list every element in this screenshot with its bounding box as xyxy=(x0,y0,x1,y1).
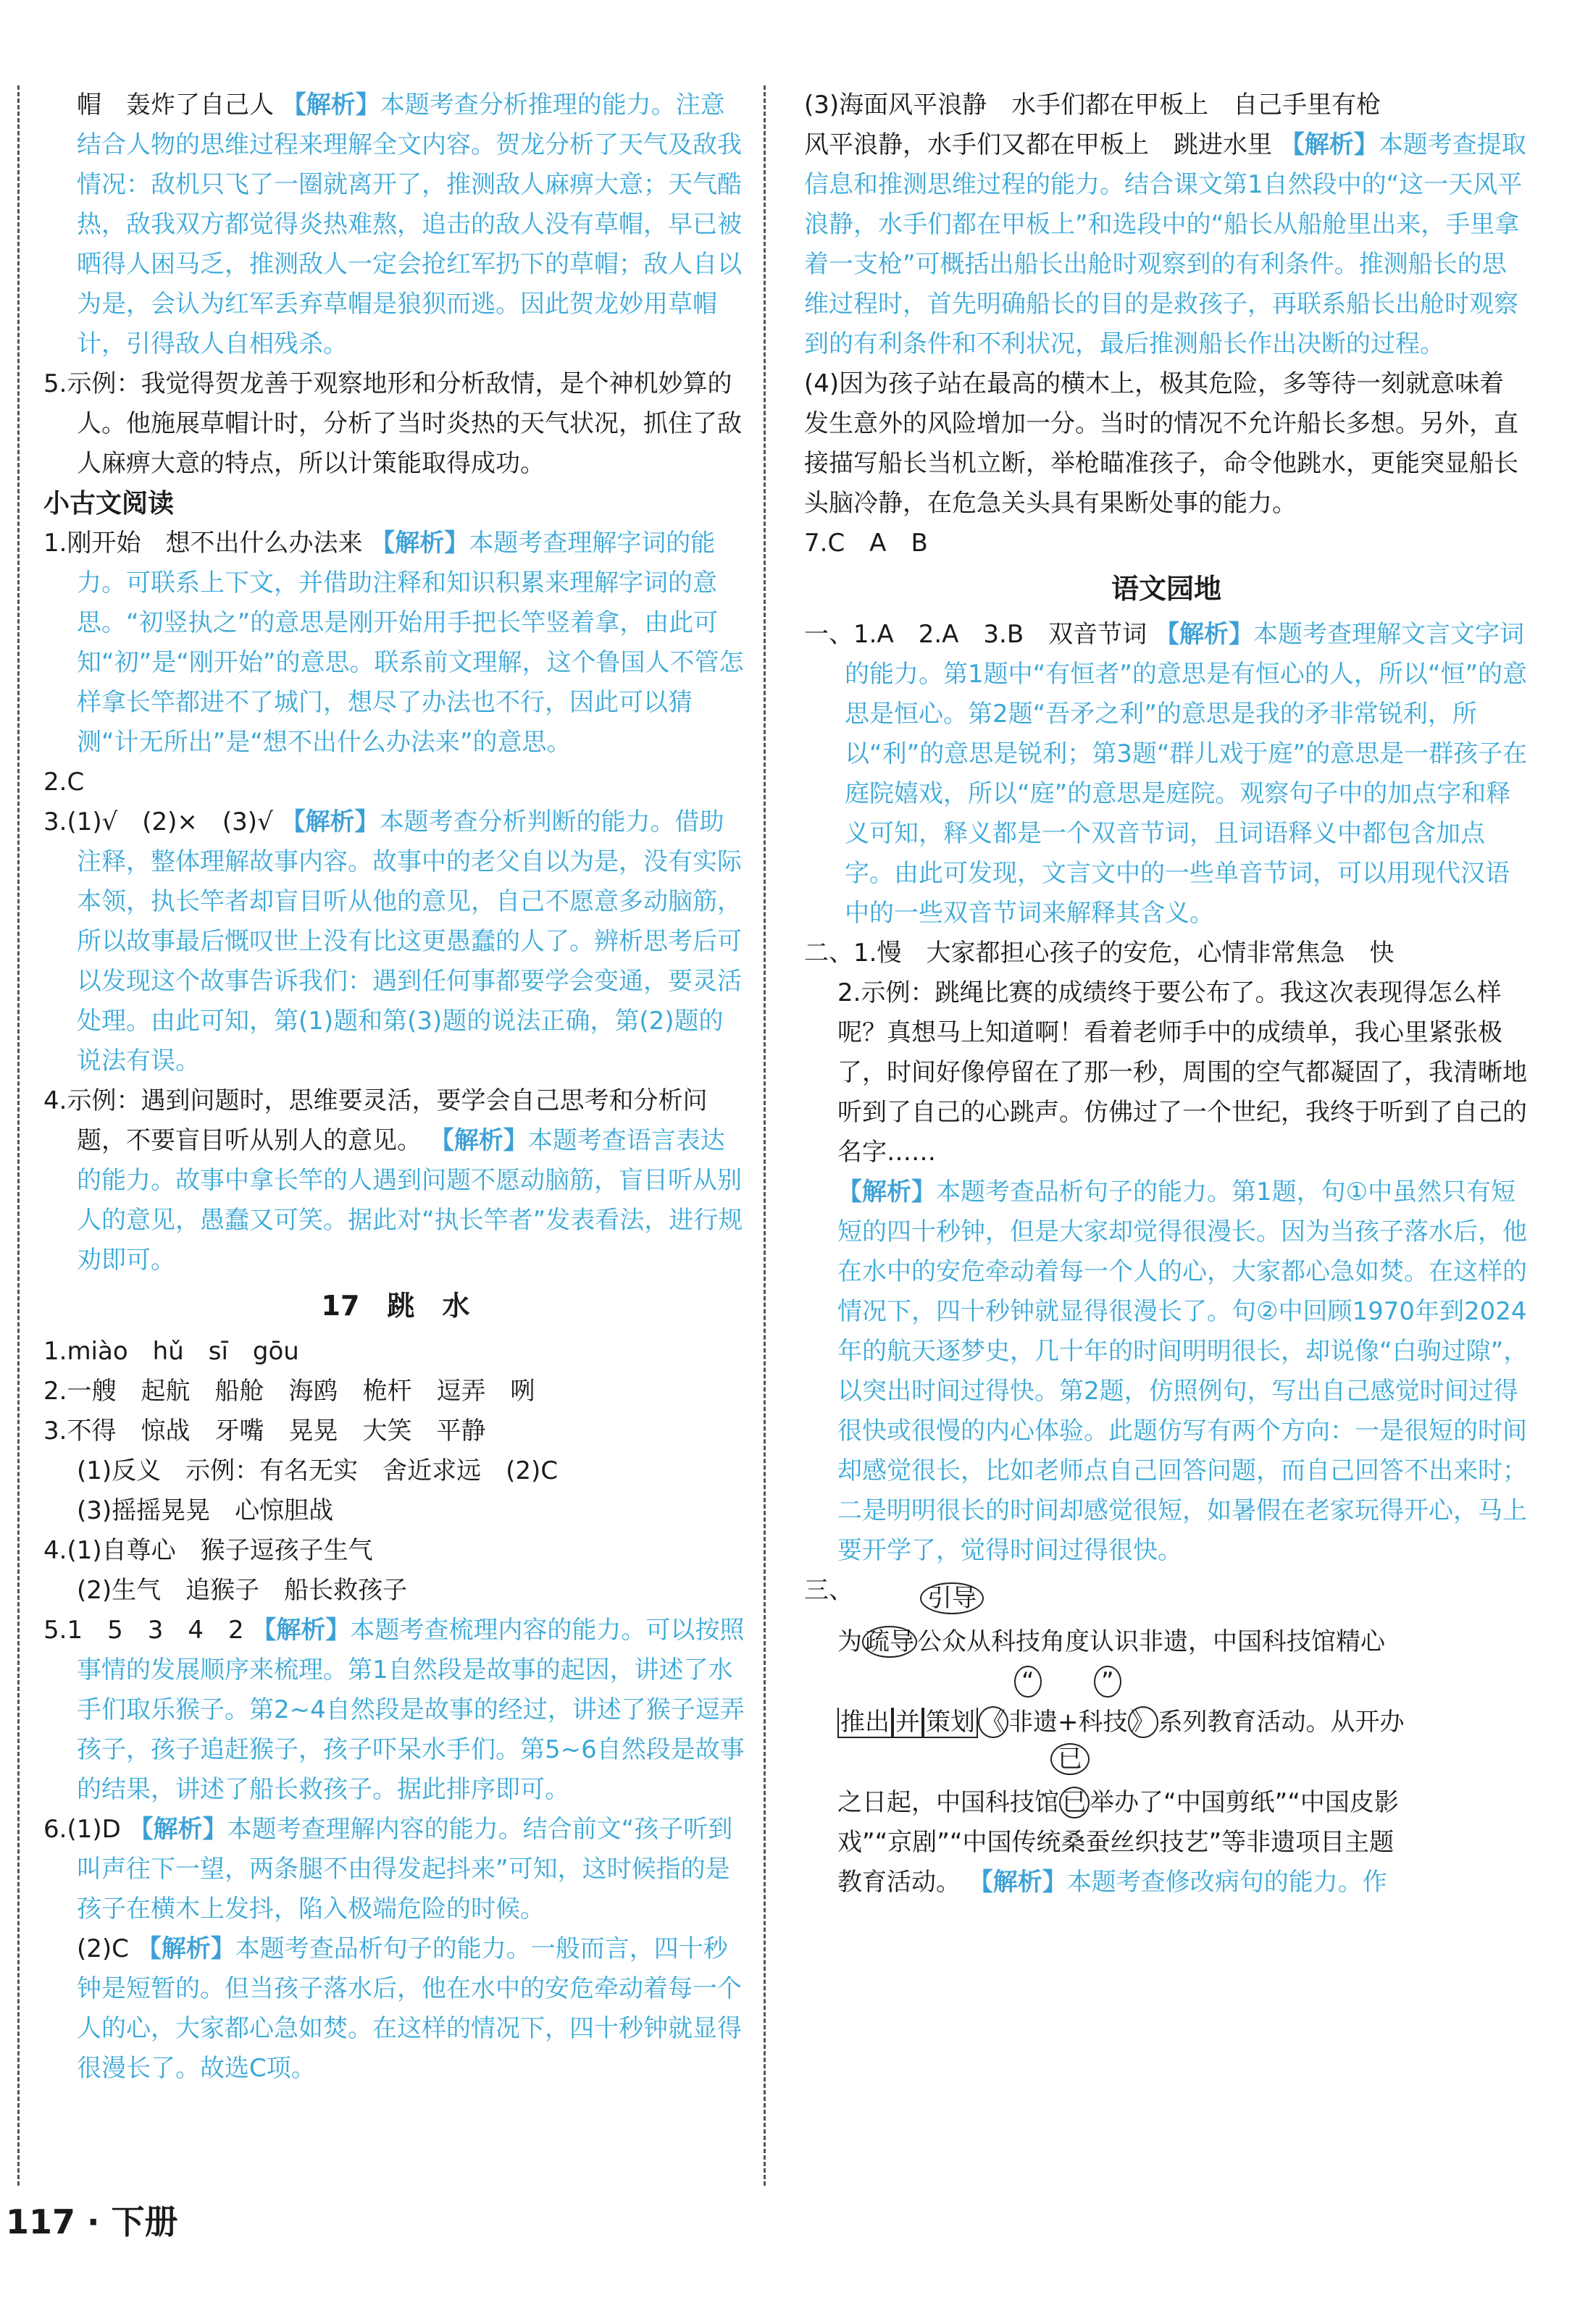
answer-item: 1.miào hǔ sī gōu xyxy=(43,1337,299,1366)
edited-sentence-line: 引导 为 疏导 公众从科技角度认识非遗，中国科技馆精心 xyxy=(804,1611,1529,1662)
analysis-tag: 【解析】 xyxy=(1279,130,1379,159)
edited-sentence-line: 已 之日起，中国科技馆 已 举办了“中国剪纸”“中国皮影 xyxy=(804,1771,1529,1823)
left-column xyxy=(43,85,748,2089)
answer-item: 2.示例：跳绳比赛的成绩终于要公布了。我这次表现得怎么样呢？真想马上知道啊！看着老师手中的成绩单，我心里紧张极了，时间好像停留在了那一秒，周围的空气都凝固了，我清晰地听到了自己的心跳声。仿佛过了一个世纪，我终于听到了自己的名字…… xyxy=(837,978,1527,1167)
answer-item: 5.示例：我觉得贺龙善于观察地形和分析敌情，是个神机妙算的人。他施展草帽计时，分析了当时炎热的天气状况，抓住了敌人麻痹大意的特点，所以计策能取得成功。 xyxy=(43,369,742,478)
edited-sentence-line: “ ” 推出 并 策划 《 非遗+科技 》 系列教育活动。从开办 xyxy=(804,1691,1529,1742)
answer-item: 1.刚开始 想不出什么办法来 【解析】本题考查理解字词的能力。可联系上下文，并借助注释和知识积累来理解字词的意思。“初竖执之”的意思是刚开始用手把长竿竖着拿，由此可知“初”是“刚开始”的意思。联系前文理解，这个鲁国人不管怎样拿长竿都进不了城门，想尽了办法也不行，因此可以猜测“计无所出”是“想不出什么办法来”的意思。 xyxy=(43,529,744,757)
answer-item: 6.(1)D 【解析】本题考查理解内容的能力。结合前文“孩子听到叫声往下一望，两条腿不由得发起抖来”可知，这时候指的是孩子在横木上发抖，陷入极端危险的时候。 xyxy=(43,1815,733,1924)
answer-item: 3.(1)√ (2)× (3)√ 【解析】本题考查分析判断的能力。借助注释，整体理解故事内容。故事中的老父自以为是，没有实际本领，执长竿者却盲目听从他的意见，自己不愿意多动脑筋，所以故事最后慨叹世上没有比这更愚蠢的人了。辨析思考后可以发现这个故事告诉我们：遇到任何事都要学会变通，要灵活处理。由此可知，第(1)题和第(3)题的说法正确，第(2)题的说法有误。 xyxy=(43,807,742,1075)
analysis-tag: 【解析】 xyxy=(370,529,469,558)
answer-item: 一、1.A 2.A 3.B 双音节词 【解析】本题考查理解文言文字词的能力。第1题中“有恒者”的意思是有恒心的人，所以“恒”的意思是恒心。第2题“吾矛之利”的意思是我的矛非常锐利，所以“利”的意思是锐利；第3题“群儿戏于庭”的意思是一群孩子在庭院嬉戏，所以“庭”的意思是庭院。观察句子中的加点字和释义可知，释义都是一个双音节词，且词语释义中都包含加点字。由此可发现，文言文中的一些单音节词，可以用现代汉语中的一些双音节词来解释其含义。 xyxy=(804,620,1528,928)
analysis-tag: 【解析】 xyxy=(968,1868,1067,1897)
right-column xyxy=(804,85,1529,1903)
answer-item: 帽 轰炸了自己人 【解析】本题考查分析推理的能力。注意结合人物的思维过程来理解全文内容。贺龙分析了天气及敌我情况：敌机只飞了一圈就离开了，推测敌人麻痹大意；天气酷热，敌我双方都觉得炎热难熬，追击的敌人没有草帽，早已被晒得人困马乏，推测敌人一定会抢红军扔下的草帽；敌人自以为是，会认为红军丢弃草帽是狼狈而逃。因此贺龙妙用草帽计，引得敌人自相残杀。 xyxy=(77,91,742,358)
deleted-word: 并 xyxy=(892,1708,923,1738)
answer-item: (3)摇摇晃晃 心惊胆战 xyxy=(77,1496,334,1525)
lesson-title: 17 跳 水 xyxy=(321,1290,470,1322)
answer-item: 4.(1)自尊心 猴子逗孩子生气 xyxy=(43,1536,373,1565)
answer-item: 二、1.慢 大家都担心孩子的安危，心情非常焦急 快 xyxy=(804,939,1395,968)
analysis-tag: 【解析】 xyxy=(1154,620,1253,649)
answer-item: 【解析】本题考查品析句子的能力。第1题，句①中虽然只有短短的四十秒钟，但是大家却觉得很漫长。因为当孩子落水后，他在水中的安危牵动着每一个人的心，大家都心急如焚。在这样的情况下，四十秒钟就显得很漫长了。句②中回顾1970年到2024年的航天逐梦史，几十年的时间明明很长，却说像“白驹过隙”，以突出时间过得快。第2题，仿照例句，写出自己感觉时间过得很快或很慢的内心体验。此题仿写有两个方向：一是很短的时间却感觉很长，比如老师点自己回答问题，而自己回答不出来时；二是明明很长的时间却感觉很短，如暑假在老家玩得开心，马上要开学了，觉得时间过得很快。 xyxy=(837,1178,1529,1565)
circled-word: 已 xyxy=(1059,1787,1090,1818)
circled-mark: 《 xyxy=(978,1706,1008,1738)
section-label: 三、 xyxy=(804,1576,853,1605)
page-footer: 117 · 下册 xyxy=(6,2202,178,2241)
circled-word: 疏导 xyxy=(862,1626,917,1658)
answer-item: 2.一艘 起航 船舱 海鸥 桅杆 逗弄 咧 xyxy=(43,1377,535,1406)
answer-item: 2.C xyxy=(43,768,85,797)
analysis-tag: 【解析】 xyxy=(251,1616,351,1645)
insertion-mark: 已 xyxy=(1050,1740,1090,1779)
answer-item: (1)反义 示例：有名无实 舍近求远 (2)C xyxy=(77,1456,559,1485)
answer-item: 4.示例：遇到问题时，思维要灵活，要学会自己思考和分析问题，不要盲目听从别人的意见。 【解析】本题考查语言表达的能力。故事中拿长竿的人遇到问题不愿动脑筋，盲目听从别人的意见，愚蠢又可笑。据此对“执长竿者”发表看法，进行规劝即可。 xyxy=(43,1086,743,1275)
analysis-tag: 【解析】 xyxy=(128,1815,227,1844)
insertion-mark: 引导 xyxy=(920,1579,984,1619)
insertion-mark: “ xyxy=(1014,1662,1042,1702)
answer-item: 5.1 5 3 4 2 【解析】本题考查梳理内容的能力。可以按照事情的发展顺序来梳理。第1自然段是故事的起因，讲述了水手们取乐猴子。第2~4自然段是故事的经过，讲述了猴子逗弄孩子，孩子追赶猴子，孩子吓呆水手们。第5~6自然段是故事的结果，讲述了船长救孩子。据此排序即可。 xyxy=(43,1616,745,1804)
answer-item: 教育活动。 【解析】本题考查修改病句的能力。作 xyxy=(837,1868,1387,1897)
edited-sentence-line: 戏”“京剧”“中国传统桑蚕丝织技艺”等非遗项目主题 xyxy=(837,1828,1395,1857)
deleted-word: 推出 xyxy=(837,1708,892,1738)
section-heading: 语文园地 xyxy=(1111,573,1221,605)
analysis-tag: 【解析】 xyxy=(429,1126,528,1155)
analysis-tag: 【解析】 xyxy=(136,1934,235,1963)
circled-mark: 》 xyxy=(1128,1706,1158,1738)
insertion-mark: ” xyxy=(1094,1662,1121,1702)
answer-item: (3)海面风平浪静 水手们都在甲板上 自己手里有枪 xyxy=(804,91,1381,119)
answer-item: 7.C A B xyxy=(804,529,928,558)
left-margin-dashed-line xyxy=(17,85,20,2186)
answer-item: 风平浪静，水手们又都在甲板上 跳进水里 【解析】本题考查提取信息和推测思维过程的能力。结合课文第1自然段中的“这一天风平浪静，水手们都在甲板上”和选段中的“船长从船舱里出来，手里拿着一支枪”可概括出船长出舱时观察到的有利条件。推测船长的思维过程时，首先明确船长的目的是救孩子，再联系船长出舱时观察到的有利条件和不利状况，最后推测船长作出决断的过程。 xyxy=(804,130,1526,358)
answer-item: (4)因为孩子站在最高的横木上，极其危险，多等待一刻就意味着发生意外的风险增加一分。当时的情况不允许船长多想。另外，直接描写船长当机立断，举枪瞄准孩子，命令他跳水，更能突显船长头脑冷静，在危急关头具有果断处事的能力。 xyxy=(804,369,1518,518)
column-divider-dashed-line xyxy=(764,85,766,2186)
analysis-tag: 【解析】 xyxy=(280,807,380,836)
deleted-word: 策划 xyxy=(923,1708,978,1738)
section-heading: 小古文阅读 xyxy=(43,489,175,519)
answer-item: (2)C 【解析】本题考查品析句子的能力。一般而言，四十秒钟是短暂的。但当孩子落水后，他在水中的安危牵动着每一个人的心，大家都心急如焚。在这样的情况下，四十秒钟就显得很漫长了。故选C项。 xyxy=(77,1934,742,2083)
analysis-tag: 【解析】 xyxy=(837,1178,936,1207)
answer-item: 3.不得 惊战 牙嘴 晃晃 大笑 平静 xyxy=(43,1417,486,1446)
analysis-tag: 【解析】 xyxy=(281,91,380,119)
answer-item: (2)生气 追猴子 船长救孩子 xyxy=(77,1576,408,1605)
